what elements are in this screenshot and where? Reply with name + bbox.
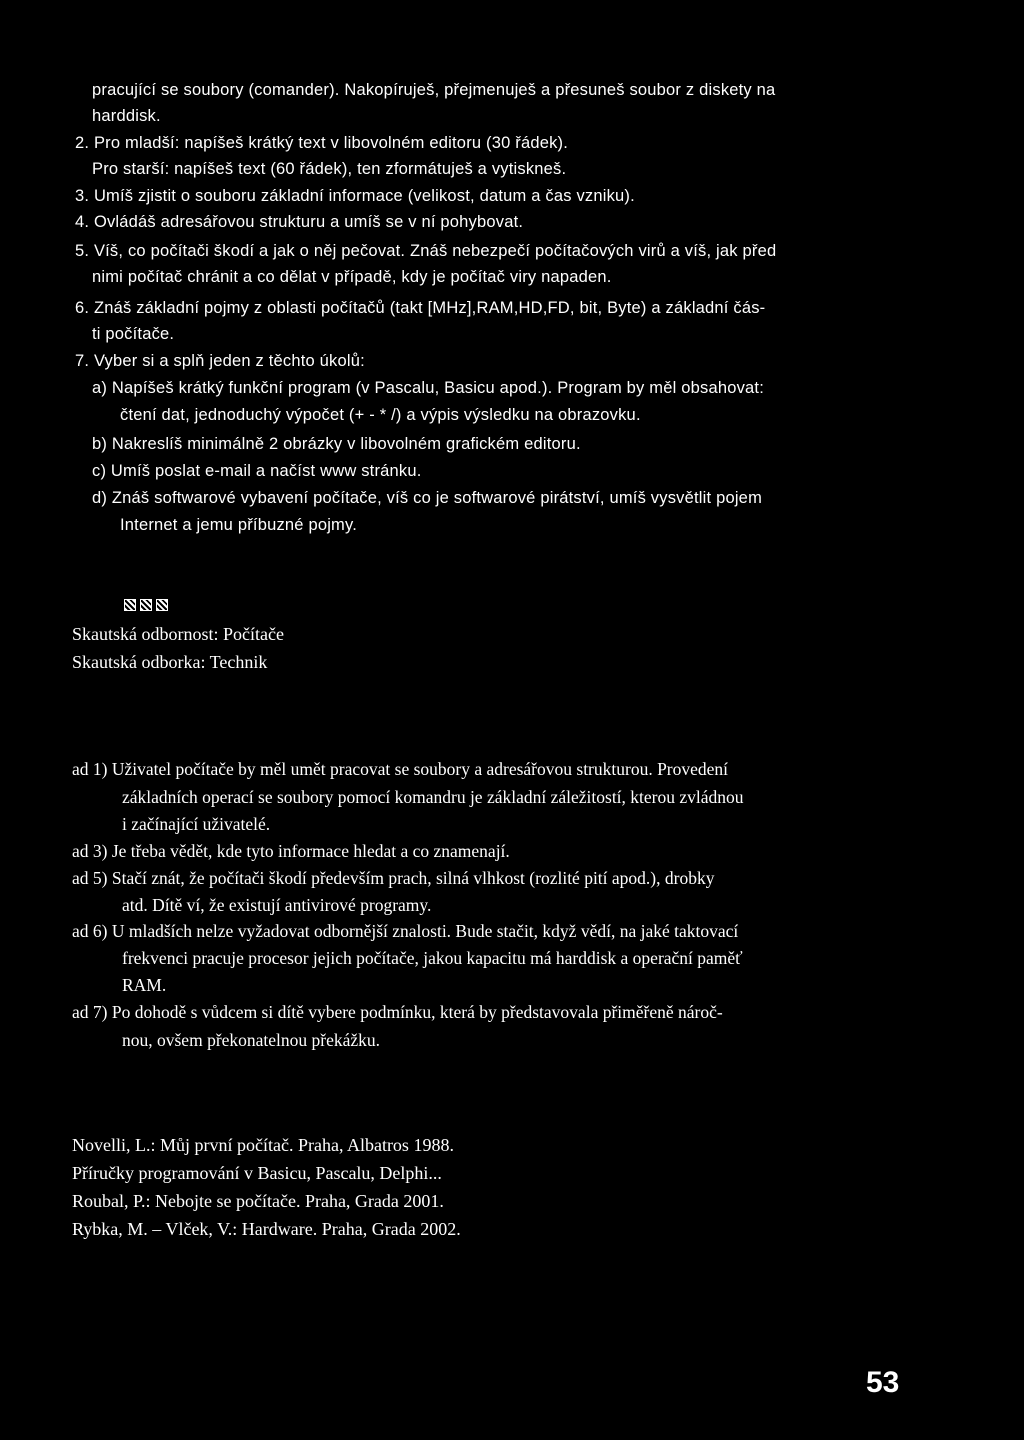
badge-title: Skautská odbornost: Počítače — [72, 624, 284, 644]
note-line: základních operací se soubory pomocí komandru je základní záležitostí, kterou zvládnou — [122, 787, 744, 807]
note-ad-5: ad 5) Stačí znát, že počítači škodí především prach, silná vlhkost (rozlité pití apod.), drobky — [72, 868, 715, 888]
reference-item: Příručky programování v Basicu, Pascalu, Delphi... — [72, 1163, 442, 1183]
note-ad-1: ad 1) Uživatel počítače by měl umět pracovat se soubory a adresářovou strukturou. Provedení — [72, 759, 729, 779]
skills-option-d: d) Znáš softwarové vybavení počítače, víš co je softwarové pirátství, umíš vysvětlit pojem — [92, 489, 763, 507]
skills-line: Internet a jemu příbuzné pojmy. — [120, 516, 358, 534]
ornament-square-icon — [124, 599, 136, 611]
skills-option-c: c) Umíš poslat e-mail a načíst www stránku. — [92, 462, 422, 480]
skills-line: ti počítače. — [92, 325, 175, 343]
skills-option-b: b) Nakreslíš minimálně 2 obrázky v libovolném grafickém editoru. — [92, 435, 581, 453]
skills-item-5: 5. Víš, co počítači škodí a jak o něj pečovat. Znáš nebezpečí počítačových virů a víš, jak před — [75, 242, 777, 260]
skills-item-4: 4. Ovládáš adresářovou strukturu a umíš se v ní pohybovat. — [75, 213, 524, 231]
reference-item: Roubal, P.: Nebojte se počítače. Praha, Grada 2001. — [72, 1191, 444, 1211]
reference-item: Novelli, L.: Můj první počítač. Praha, Albatros 1988. — [72, 1135, 454, 1155]
note-line: atd. Dítě ví, že existují antivirové programy. — [122, 895, 432, 915]
skills-item-7: 7. Vyber si a splň jeden z těchto úkolů: — [75, 352, 365, 370]
skills-item-6: 6. Znáš základní pojmy z oblasti počítačů (takt [MHz],RAM,HD,FD, bit, Byte) a základní čás- — [75, 299, 766, 317]
note-line: nou, ovšem překonatelnou překážku. — [122, 1030, 381, 1050]
skills-item-2: 2. Pro mladší: napíšeš krátký text v libovolném editoru (30 řádek). — [75, 134, 569, 152]
skills-line: čtení dat, jednoduchý výpočet (+ - * /) a výpis výsledku na obrazovku. — [120, 406, 641, 424]
badge-category: Skautská odborka: Technik — [72, 652, 268, 672]
ornament-square-icon — [156, 599, 168, 611]
skills-line: harddisk. — [92, 107, 161, 125]
reference-item: Rybka, M. – Vlček, V.: Hardware. Praha, Grada 2002. — [72, 1219, 461, 1239]
page-number: 53 — [866, 1366, 900, 1399]
note-line: RAM. — [122, 975, 167, 995]
ornament-icon — [124, 599, 168, 611]
note-ad-7: ad 7) Po dohodě s vůdcem si dítě vybere podmínku, která by představovala přiměřeně nároč- — [72, 1002, 723, 1022]
skills-line: pracující se soubory (comander). Nakopíruješ, přejmenuješ a přesuneš soubor z diskety na — [92, 81, 776, 99]
note-ad-6: ad 6) U mladších nelze vyžadovat odbornější znalosti. Bude stačit, když vědí, na jaké taktovací — [72, 921, 739, 941]
note-ad-3: ad 3) Je třeba vědět, kde tyto informace hledat a co znamenají. — [72, 841, 510, 861]
skills-line: nimi počítač chránit a co dělat v případě, kdy je počítač viry napaden. — [92, 268, 612, 286]
skills-item-3: 3. Umíš zjistit o souboru základní informace (velikost, datum a čas vzniku). — [75, 187, 635, 205]
ornament-square-icon — [140, 599, 152, 611]
note-line: i začínající uživatelé. — [122, 814, 271, 834]
skills-line: Pro starší: napíšeš text (60 řádek), ten zformátuješ a vytiskneš. — [92, 160, 567, 178]
skills-option-a: a) Napíšeš krátký funkční program (v Pascalu, Basicu apod.). Program by měl obsahovat: — [92, 379, 764, 397]
note-line: frekvenci pracuje procesor jejich počítače, jakou kapacitu má harddisk a operační paměť — [122, 948, 743, 968]
